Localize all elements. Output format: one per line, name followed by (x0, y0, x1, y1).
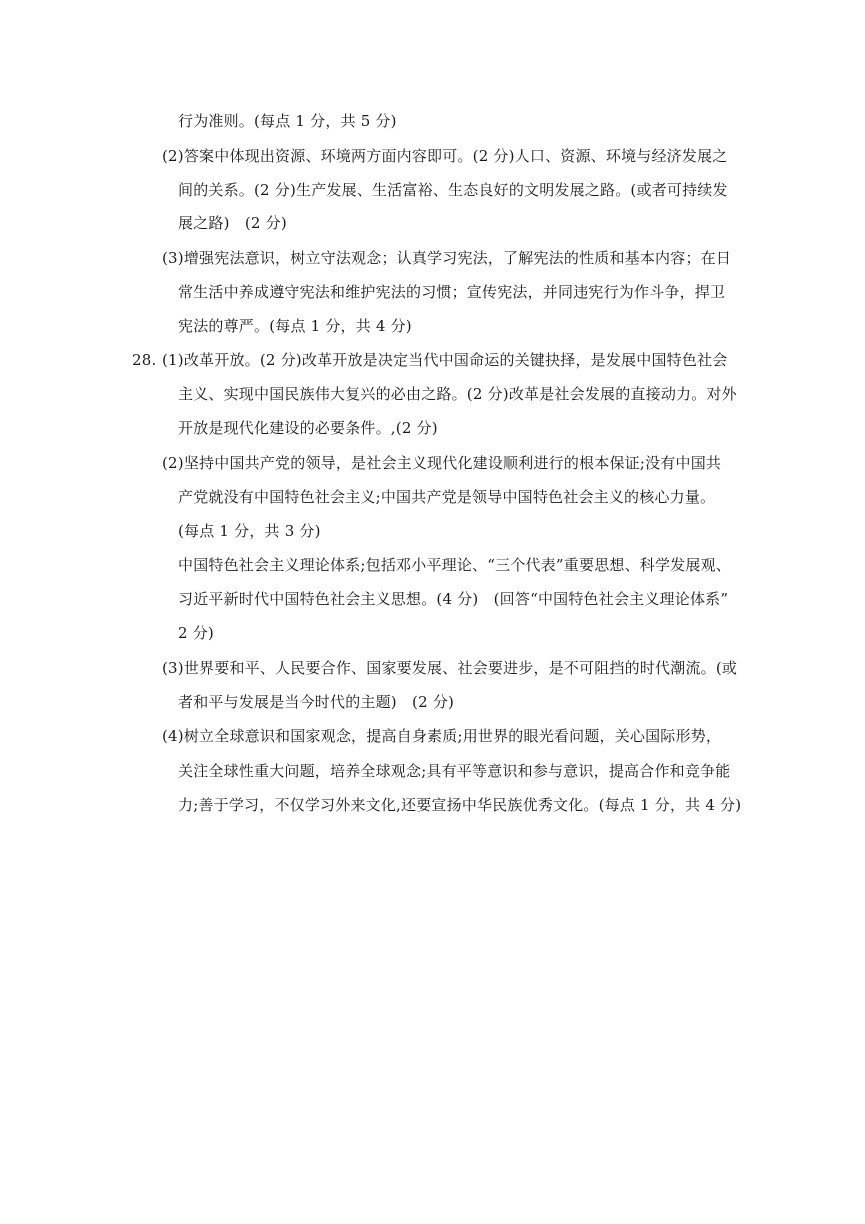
text-line: 主义、实现中国民族伟大复兴的必由之路。(2 分)改革是社会发展的直接动力。对外 (178, 385, 737, 403)
text-line: 力;善于学习，不仅学习外来文化,还要宣扬中华民族优秀文化。(每点 1 分，共 4 分) (178, 796, 742, 814)
text-line: 展之路) (2 分) (178, 214, 287, 232)
text-line: 习近平新时代中国特色社会主义思想。(4 分) (回答“中国特色社会主义理论体系” (178, 590, 729, 608)
text-line: (每点 1 分，共 3 分) (178, 522, 321, 540)
text-line: 常生活中养成遵守宪法和维护宪法的习惯；宣传宪法，并同违宪行为作斗争，捍卫 (178, 283, 726, 301)
text-line: 开放是现代化建设的必要条件。,(2 分) (178, 419, 438, 437)
text-line: (2)答案中体现出资源、环境两方面内容即可。(2 分)人口、资源、环境与经济发展之 (162, 147, 728, 165)
text-line: 行为准则。(每点 1 分，共 5 分) (178, 112, 397, 130)
text-line: 产党就没有中国特色社会主义;中国共产党是领导中国特色社会主义的核心力量。 (178, 488, 716, 506)
text-line: (4)树立全球意识和国家观念，提高自身素质;用世界的眼光看问题，关心国际形势， (162, 727, 722, 745)
text-line: (2)坚持中国共产党的领导，是社会主义现代化建设顺利进行的根本保证;没有中国共 (162, 454, 722, 472)
question-number: 28. (132, 351, 157, 369)
text-line: 2 分) (178, 624, 214, 642)
text-line: 者和平与发展是当今时代的主题) (2 分) (178, 693, 455, 711)
text-line: 间的关系。(2 分)生产发展、生活富裕、生态良好的文明发展之路。(或者可持续发 (178, 181, 728, 199)
text-line: (1)改革开放。(2 分)改革开放是决定当代中国命运的关键抉择，是发展中国特色社会 (162, 351, 728, 369)
text-line: 宪法的尊严。(每点 1 分，共 4 分) (178, 317, 412, 335)
text-line: 关注全球性重大问题，培养全球观念;具有平等意识和参与意识，提高合作和竞争能 (178, 762, 731, 780)
text-line: (3)世界要和平、人民要合作、国家要发展、社会要进步，是不可阻挡的时代潮流。(或 (162, 659, 738, 677)
text-line: 中国特色社会主义理论体系;包括邓小平理论、“三个代表”重要思想、科学发展观、 (178, 556, 731, 574)
text-line: (3)增强宪法意识，树立守法观念；认真学习宪法，了解宪法的性质和基本内容；在日 (162, 249, 732, 267)
